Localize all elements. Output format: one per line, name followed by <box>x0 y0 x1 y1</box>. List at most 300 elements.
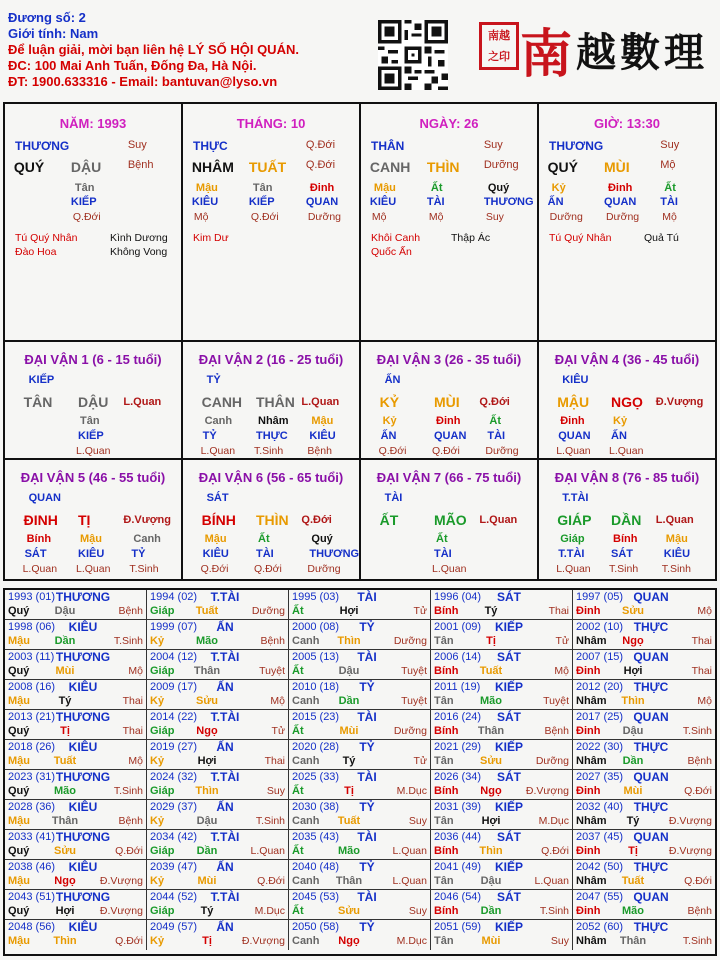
year-stem: Quý <box>8 665 30 677</box>
hidden-star: KIÊU <box>202 548 229 560</box>
year-cell <box>573 710 715 740</box>
pillar-stem-star: THÂN <box>371 139 405 153</box>
year-stem: Ất <box>292 725 304 737</box>
year-star: KIÊU <box>68 680 98 694</box>
hidden-phase: L.Quan <box>200 445 236 457</box>
year-branch: Mùi <box>55 665 75 677</box>
year-phase: Mộ <box>697 695 712 707</box>
brand-char-1: 南 <box>520 23 577 85</box>
year-label: 2034 (42) <box>150 831 198 843</box>
year-branch: Dần <box>196 845 218 857</box>
hidden-stem: Canh <box>204 415 233 427</box>
year-branch: Tị <box>60 725 70 737</box>
year-label: 2010 (18) <box>292 681 340 693</box>
year-label: 2042 (50) <box>576 861 624 873</box>
year-branch: Dậu <box>196 815 218 827</box>
dai-van-stem: ĐINH <box>23 512 58 528</box>
year-cell <box>147 920 289 950</box>
dai-van-branch: NGỌ <box>611 394 643 410</box>
year-cell <box>573 680 715 710</box>
year-cell <box>5 770 147 800</box>
pillar-branch-phase: Mộ <box>660 159 676 171</box>
year-phase: Thai <box>691 665 712 677</box>
hidden-star: ẤN <box>611 430 627 442</box>
year-phase: Mộ <box>554 665 569 677</box>
seal-stamp: 南越 之印 <box>479 22 519 70</box>
year-label: 2036 (44) <box>434 831 482 843</box>
hidden-star: KIẾP <box>78 430 104 442</box>
year-branch: Thìn <box>621 695 645 707</box>
year-cell <box>147 710 289 740</box>
year-label: 2025 (33) <box>292 771 340 783</box>
year-cell <box>5 800 147 830</box>
hidden-star: KIÊU <box>78 548 105 560</box>
year-phase: Tuyệt <box>543 695 569 707</box>
year-label: 2038 (46) <box>8 861 56 873</box>
year-star: SÁT <box>497 710 521 724</box>
year-phase: Q.Đới <box>115 845 143 857</box>
year-label: 2002 (10) <box>576 621 624 633</box>
year-phase: Q.Đới <box>257 875 285 887</box>
hidden-phase: L.Quan <box>22 563 58 575</box>
dai-van-phase: Q.Đới <box>301 514 332 526</box>
year-label: 2017 (25) <box>576 711 624 723</box>
dai-van-branch: DẬU <box>78 394 109 410</box>
hidden-star: ẤN <box>380 430 397 442</box>
year-phase: Thai <box>548 605 569 617</box>
dai-van-title: ĐẠI VẬN 1 (6 - 15 tuổi) <box>24 352 162 367</box>
year-label: 2006 (14) <box>434 651 482 663</box>
year-label: 1997 (05) <box>576 591 624 603</box>
year-stem: Ất <box>292 785 304 797</box>
hidden-phase: Dưỡng <box>549 211 583 223</box>
hidden-star: SÁT <box>24 548 47 560</box>
year-branch: Tuất <box>337 815 361 827</box>
year-stem: Giáp <box>150 605 175 617</box>
year-phase: Bệnh <box>544 725 569 737</box>
dai-van-star: QUAN <box>28 492 61 504</box>
year-phase: Dưỡng <box>535 755 569 767</box>
year-stem: Kỷ <box>150 815 165 827</box>
year-branch: Thìn <box>53 935 77 947</box>
year-phase: Tuyệt <box>401 665 427 677</box>
year-branch: Mão <box>480 695 502 707</box>
owner-number: Đương số: 2 <box>8 10 86 25</box>
dai-van-branch: MÙI <box>434 394 460 410</box>
year-star: KIẾP <box>494 620 524 634</box>
year-star: KIÊU <box>68 800 98 814</box>
year-phase: Dưỡng <box>393 635 427 647</box>
year-cell <box>289 770 431 800</box>
hidden-star: KIÊU <box>663 548 691 560</box>
year-cell <box>289 800 431 830</box>
year-phase: T.Sinh <box>682 935 712 947</box>
dai-van-phase: L.Quan <box>301 396 340 408</box>
year-label: 1999 (07) <box>150 621 198 633</box>
hidden-phase: Mộ <box>371 211 387 223</box>
year-stem: Tân <box>434 755 454 767</box>
year-label: 2013 (21) <box>8 711 56 723</box>
pillar-cell <box>183 104 361 342</box>
year-branch: Thân <box>193 665 221 677</box>
year-branch: Dần <box>338 695 360 707</box>
year-label: 2043 (51) <box>8 891 56 903</box>
year-branch: Tuất <box>195 605 219 617</box>
year-star: SÁT <box>497 590 521 604</box>
year-stem: Mậu <box>8 695 30 707</box>
year-phase: M.Dục <box>396 935 427 947</box>
year-phase: Suy <box>550 935 569 947</box>
year-star: KIẾP <box>494 860 524 874</box>
year-stem: Canh <box>292 755 320 767</box>
year-phase: Tử <box>555 635 569 647</box>
year-label: 2022 (30) <box>576 741 624 753</box>
year-star: THỰC <box>633 860 669 874</box>
year-label: 2008 (16) <box>8 681 56 693</box>
year-cell <box>5 680 147 710</box>
year-branch: Ngọ <box>54 875 76 887</box>
hidden-phase: L.Quan <box>76 563 111 575</box>
year-star: QUAN <box>633 650 669 664</box>
year-phase: Mộ <box>697 605 712 617</box>
year-cell <box>5 650 147 680</box>
dai-van-stem: TÂN <box>23 394 53 410</box>
hidden-phase: Dưỡng <box>307 211 342 223</box>
year-stem: Mậu <box>8 635 30 647</box>
dai-van-star: ẤN <box>384 374 401 386</box>
dai-van-title: ĐẠI VẬN 3 (26 - 35 tuổi) <box>376 352 522 367</box>
year-stem: Canh <box>292 695 320 707</box>
year-label: 2045 (53) <box>292 891 340 903</box>
year-cell <box>431 680 573 710</box>
year-label: 2040 (48) <box>292 861 340 873</box>
year-cell <box>147 800 289 830</box>
hidden-stem: Đinh <box>560 415 585 427</box>
hidden-stem: Ất <box>489 415 501 427</box>
annual-table <box>3 588 717 956</box>
year-star: TÀI <box>357 650 377 664</box>
year-cell <box>573 830 715 860</box>
pillar-title: GIỜ: 13:30 <box>593 116 660 131</box>
year-branch: Sửu <box>195 695 219 707</box>
year-phase: Đ.Vượng <box>99 875 143 887</box>
hidden-phase: T.Sinh <box>129 563 159 575</box>
year-stem: Giáp <box>150 845 175 857</box>
year-label: 2007 (15) <box>576 651 624 663</box>
year-branch: Mùi <box>339 725 359 737</box>
year-phase: Đ.Vượng <box>525 785 569 797</box>
year-stem: Quý <box>8 785 30 797</box>
hidden-phase: L.Quan <box>609 445 644 457</box>
hidden-stem: Mậu <box>195 182 218 194</box>
dai-van-branch: DẦN <box>611 512 642 528</box>
brand-char-3: 數 <box>620 28 665 76</box>
year-label: 2028 (36) <box>8 801 56 813</box>
qr-code-icon <box>378 20 448 90</box>
hidden-stem: Bính <box>26 533 52 545</box>
year-branch: Mùi <box>623 785 643 797</box>
year-branch: Mùi <box>481 935 501 947</box>
hidden-star: TÀI <box>660 196 678 208</box>
year-phase: Suy <box>266 785 285 797</box>
hidden-stem: Ất <box>664 182 676 194</box>
dai-van-cell <box>539 342 715 460</box>
year-label: 2050 (58) <box>292 921 340 933</box>
aux-star: Kình Dương <box>110 232 168 244</box>
year-branch: Tý <box>342 755 356 767</box>
dai-van-star: T.TÀI <box>562 492 589 504</box>
year-stem: Quý <box>8 725 30 737</box>
year-stem: Đinh <box>576 605 601 617</box>
hidden-stem: Kỷ <box>382 415 397 427</box>
dai-van-cell <box>539 460 715 581</box>
year-branch: Dậu <box>338 665 360 677</box>
dai-van-cell <box>183 460 361 581</box>
pillar-stem-phase: Suy <box>660 139 680 151</box>
dai-van-phase: Đ.Vượng <box>123 514 171 526</box>
year-phase: Tuyệt <box>259 665 285 677</box>
year-cell <box>431 800 573 830</box>
chart-grid <box>3 102 717 581</box>
year-phase: Mộ <box>270 695 285 707</box>
dai-van-stem: GIÁP <box>557 512 592 528</box>
hidden-star: TÀI <box>426 196 445 208</box>
hidden-star: THƯƠNG <box>483 196 534 208</box>
year-label: 1995 (03) <box>292 591 340 603</box>
year-phase: Tử <box>413 755 427 767</box>
aux-star: Đào Hoa <box>15 246 57 258</box>
hidden-phase: T.Sinh <box>661 563 691 575</box>
year-star: THƯƠNG <box>55 890 111 904</box>
dai-van-title: ĐẠI VẬN 7 (66 - 75 tuổi) <box>376 470 522 485</box>
aux-star: Khôi Canh <box>371 232 421 244</box>
year-stem: Canh <box>292 635 320 647</box>
year-phase: Bệnh <box>118 815 143 827</box>
year-phase: Mộ <box>128 665 143 677</box>
pillar-branch-phase: Dưỡng <box>483 159 519 171</box>
year-label: 2033 (41) <box>8 831 56 843</box>
year-stem: Bính <box>434 905 459 917</box>
year-phase: T.Sinh <box>539 905 569 917</box>
year-star: THỰC <box>633 680 669 694</box>
pillar-cell <box>361 104 539 342</box>
year-stem: Đinh <box>576 845 601 857</box>
dai-van-cell <box>361 460 539 581</box>
year-cell <box>431 710 573 740</box>
hidden-star: QUAN <box>558 430 591 442</box>
year-cell <box>431 770 573 800</box>
year-label: 2041 (49) <box>434 861 482 873</box>
owner-gender: Giới tính: Nam <box>8 26 99 41</box>
year-cell <box>431 590 573 620</box>
year-stem: Nhâm <box>576 755 607 767</box>
year-phase: Dưỡng <box>393 725 427 737</box>
hidden-stem: Quý <box>311 533 333 545</box>
year-label: 2018 (26) <box>8 741 56 753</box>
year-stem: Giáp <box>150 785 175 797</box>
year-phase: Tử <box>271 725 285 737</box>
hidden-phase: Suy <box>485 211 504 223</box>
year-stem: Bính <box>434 605 459 617</box>
dai-van-phase: L.Quan <box>655 514 694 526</box>
hidden-stem: Ất <box>258 533 270 545</box>
year-star: QUAN <box>633 770 669 784</box>
year-star: KIẾP <box>494 740 524 754</box>
year-stem: Ất <box>292 665 304 677</box>
year-star: THƯƠNG <box>55 650 111 664</box>
dai-van-cell <box>5 342 183 460</box>
year-phase: L.Quan <box>250 845 285 857</box>
year-stem: Kỷ <box>150 755 165 767</box>
hidden-star: KIÊU <box>191 196 219 208</box>
year-label: 1994 (02) <box>150 591 198 603</box>
year-label: 2020 (28) <box>292 741 340 753</box>
hidden-phase: Q.Đới <box>200 563 229 575</box>
year-branch: Thân <box>335 875 363 887</box>
year-stem: Canh <box>292 815 320 827</box>
year-label: 2035 (43) <box>292 831 340 843</box>
pillar-cell <box>539 104 715 342</box>
brand-char-2: 越 <box>576 28 621 76</box>
year-branch: Thân <box>477 725 505 737</box>
year-star: TỶ <box>359 740 375 754</box>
year-label: 2029 (37) <box>150 801 198 813</box>
year-branch: Dậu <box>480 875 502 887</box>
year-branch: Thìn <box>195 785 219 797</box>
year-cell <box>147 770 289 800</box>
year-phase: Đ.Vượng <box>241 935 285 947</box>
pillar-stem: CANH <box>369 159 411 175</box>
year-phase: T.Sinh <box>255 815 285 827</box>
hidden-star: THƯƠNG <box>309 548 360 560</box>
dai-van-phase: L.Quan <box>123 396 162 408</box>
pillar-branch: THÌN <box>426 159 460 175</box>
year-phase: Q.Đới <box>684 785 712 797</box>
year-branch: Thân <box>619 935 647 947</box>
year-cell <box>147 860 289 890</box>
year-cell <box>147 740 289 770</box>
hidden-phase: Q.Đới <box>378 445 407 457</box>
year-branch: Tuất <box>479 665 503 677</box>
year-stem: Đinh <box>576 785 601 797</box>
year-star: TỶ <box>359 620 375 634</box>
year-star: KIÊU <box>68 860 98 874</box>
year-star: T.TÀI <box>210 710 240 724</box>
year-star: SÁT <box>497 770 521 784</box>
dai-van-phase: L.Quan <box>479 514 518 526</box>
year-stem: Đinh <box>576 665 601 677</box>
year-cell <box>289 740 431 770</box>
hidden-stem: Mậu <box>665 533 688 545</box>
year-phase: Q.Đới <box>541 845 569 857</box>
year-branch: Mão <box>54 785 76 797</box>
hidden-phase: Dưỡng <box>307 563 341 575</box>
year-label: 2044 (52) <box>150 891 198 903</box>
hidden-phase: T.Sinh <box>254 445 284 457</box>
hidden-phase: Bệnh <box>307 445 332 457</box>
hidden-phase: L.Quan <box>556 445 591 457</box>
hidden-phase: L.Quan <box>432 563 467 575</box>
hidden-phase: Mộ <box>193 211 209 223</box>
year-stem: Bính <box>434 725 459 737</box>
year-stem: Giáp <box>150 725 175 737</box>
year-branch: Sửu <box>621 605 645 617</box>
year-star: KIẾP <box>494 680 524 694</box>
pillar-stem: QUÝ <box>13 159 45 175</box>
pillar-stem-phase: Suy <box>483 139 503 151</box>
year-branch: Tý <box>484 605 498 617</box>
year-cell <box>431 740 573 770</box>
pillar-branch-phase: Bệnh <box>127 159 154 171</box>
year-phase: L.Quan <box>534 875 569 887</box>
year-cell <box>289 710 431 740</box>
year-branch: Sửu <box>479 755 503 767</box>
dai-van-title: ĐẠI VẬN 6 (56 - 65 tuổi) <box>198 470 344 485</box>
year-cell <box>289 860 431 890</box>
year-label: 2024 (32) <box>150 771 198 783</box>
hidden-phase: Q.Đới <box>250 211 279 223</box>
year-cell <box>5 920 147 950</box>
year-phase: Thai <box>264 755 285 767</box>
year-stem: Mậu <box>8 875 30 887</box>
year-phase: T.Sinh <box>113 635 143 647</box>
aux-star: Không Vong <box>110 246 168 258</box>
year-label: 2048 (56) <box>8 921 56 933</box>
year-cell <box>431 620 573 650</box>
year-label: 2049 (57) <box>150 921 198 933</box>
year-star: THƯƠNG <box>55 590 111 604</box>
aux-star: Quốc Ấn <box>371 246 412 258</box>
year-cell <box>573 740 715 770</box>
year-cell <box>5 620 147 650</box>
hidden-stem: Ất <box>430 182 443 194</box>
year-cell <box>289 590 431 620</box>
year-cell <box>431 830 573 860</box>
year-cell <box>289 620 431 650</box>
year-star: T.TÀI <box>210 830 240 844</box>
hidden-phase: L.Quan <box>76 445 111 457</box>
hidden-star: TÀI <box>487 430 506 442</box>
dai-van-cell <box>5 460 183 581</box>
year-cell <box>573 620 715 650</box>
year-cell <box>147 650 289 680</box>
year-star: TỶ <box>359 920 375 934</box>
year-stem: Canh <box>292 875 320 887</box>
hidden-stem: Tân <box>80 415 100 427</box>
year-star: THỰC <box>633 620 669 634</box>
pillar-stem-star: THƯƠNG <box>549 139 604 153</box>
year-branch: Dần <box>480 905 502 917</box>
year-star: TÀI <box>357 770 377 784</box>
hidden-phase: Dưỡng <box>485 445 519 457</box>
year-star: ẤN <box>216 800 234 814</box>
dai-van-star: TỶ <box>206 374 221 386</box>
year-branch: Hợi <box>55 905 75 917</box>
year-label: 1996 (04) <box>434 591 482 603</box>
pillar-branch: DẬU <box>70 159 102 175</box>
pillar-stem: NHÂM <box>191 159 234 175</box>
year-branch: Hợi <box>339 605 359 617</box>
year-star: TỶ <box>359 860 375 874</box>
year-label: 2051 (59) <box>434 921 482 933</box>
year-branch: Tị <box>202 935 212 947</box>
year-star: KIẾP <box>494 920 524 934</box>
year-phase: M.Dục <box>254 905 285 917</box>
year-cell <box>289 650 431 680</box>
year-star: TỶ <box>359 680 375 694</box>
pillar-branch: TUẤT <box>248 159 287 175</box>
year-label: 2015 (23) <box>292 711 340 723</box>
